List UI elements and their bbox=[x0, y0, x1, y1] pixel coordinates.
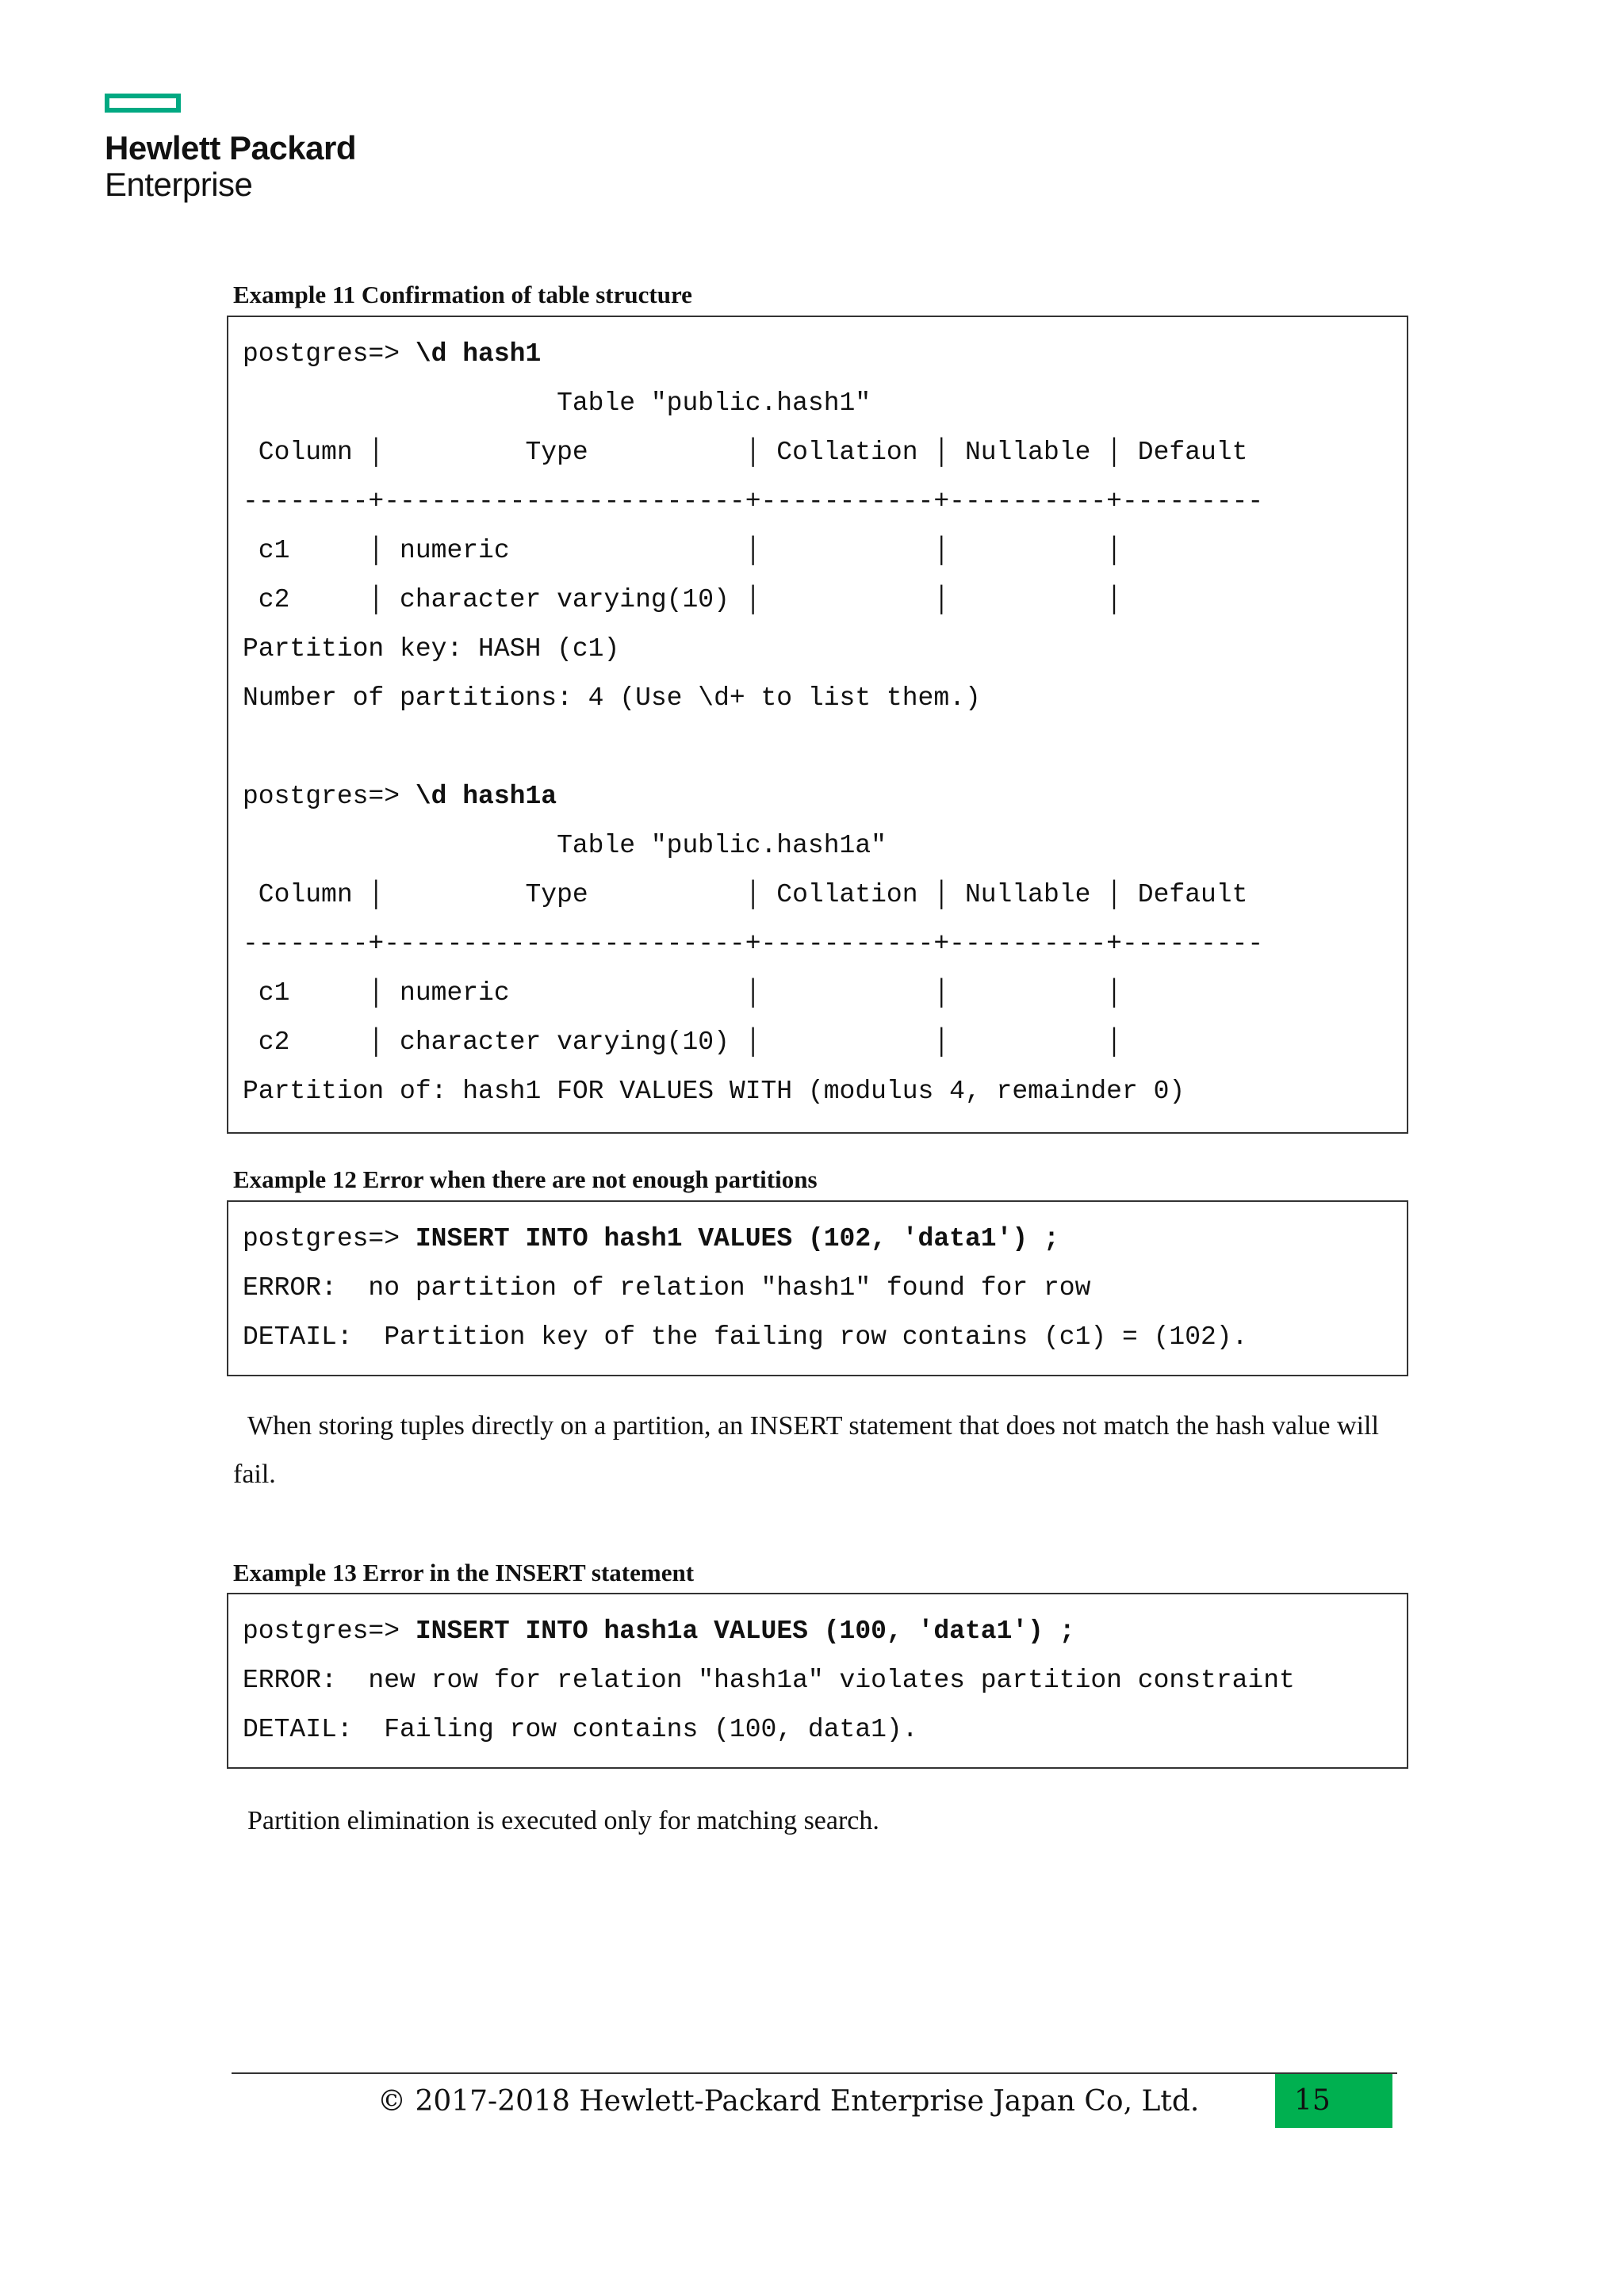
example12-code-block bbox=[227, 1200, 1408, 1376]
example13-code-block bbox=[227, 1593, 1408, 1769]
code-text: ERROR: new row for relation "hash1a" violates partition constraint bbox=[243, 1666, 1295, 1695]
code-text: c2 │ character varying(10) │ │ │ bbox=[243, 1027, 1122, 1057]
example11-code-block bbox=[227, 316, 1408, 1134]
code-text: c2 │ character varying(10) │ │ │ bbox=[243, 585, 1122, 614]
code-text: --------+-----------------------+-----------+----------+--------- bbox=[243, 929, 1264, 959]
code-text: postgres=> bbox=[243, 1617, 416, 1646]
code-line bbox=[228, 576, 1407, 625]
code-line bbox=[228, 1067, 1407, 1116]
footer-rule bbox=[232, 2072, 1397, 2074]
code-text: postgres=> bbox=[243, 339, 416, 369]
code-line bbox=[228, 920, 1407, 969]
example11-caption: Example 11 Confirmation of table structure bbox=[233, 281, 692, 308]
logo-text-line1: Hewlett Packard bbox=[105, 129, 356, 166]
code-text: ERROR: no partition of relation "hash1" found for row bbox=[243, 1273, 1091, 1303]
code-line bbox=[228, 1313, 1407, 1362]
code-text: Column │ Type │ Collation │ Nullable │ Default bbox=[243, 880, 1248, 909]
code-line bbox=[228, 477, 1407, 526]
code-command: INSERT INTO hash1a VALUES (100, 'data1') ; bbox=[415, 1617, 1075, 1646]
code-text: --------+-----------------------+-----------+----------+--------- bbox=[243, 487, 1264, 516]
example13-caption: Example 13 Error in the INSERT statement bbox=[233, 1559, 695, 1586]
code-line bbox=[228, 1705, 1407, 1755]
code-text: DETAIL: Failing row contains (100, data1). bbox=[243, 1715, 918, 1744]
code-text: Number of partitions: 4 (Use \d+ to list them.) bbox=[243, 683, 981, 713]
logo-text-line2: Enterprise bbox=[105, 166, 253, 203]
code-line bbox=[228, 1264, 1407, 1313]
code-command: \d hash1a bbox=[415, 782, 557, 811]
code-text: Partition of: hash1 FOR VALUES WITH (modulus 4, remainder 0) bbox=[243, 1077, 1185, 1106]
page-number: 15 bbox=[1275, 2074, 1392, 2128]
code-line bbox=[228, 526, 1407, 576]
code-text: Column │ Type │ Collation │ Nullable │ Default bbox=[243, 438, 1248, 467]
paragraph-partition-elimination: Partition elimination is executed only for matching search. bbox=[247, 1806, 879, 1835]
code-line bbox=[228, 723, 1407, 772]
code-line bbox=[228, 1656, 1407, 1705]
code-command: \d hash1 bbox=[415, 339, 542, 369]
code-line bbox=[228, 821, 1407, 871]
code-command: INSERT INTO hash1 VALUES (102, 'data1') ; bbox=[415, 1224, 1059, 1253]
paragraph-insert-fail: When storing tuples directly on a partition, an INSERT statement that does not match the hash value will fail. bbox=[233, 1411, 1379, 1489]
hpe-logo-rectangle-icon bbox=[105, 94, 181, 113]
code-text: postgres=> bbox=[243, 782, 416, 811]
hpe-logo bbox=[105, 94, 356, 203]
code-line bbox=[228, 871, 1407, 920]
code-line bbox=[228, 969, 1407, 1018]
code-line bbox=[228, 1215, 1407, 1264]
code-text: DETAIL: Partition key of the failing row contains (c1) = (102). bbox=[243, 1322, 1248, 1352]
code-line bbox=[228, 674, 1407, 723]
code-line bbox=[228, 379, 1407, 428]
example12-caption: Example 12 Error when there are not enough partitions bbox=[233, 1165, 818, 1193]
code-text: c1 │ numeric │ │ │ bbox=[243, 978, 1122, 1008]
code-text: Partition key: HASH (c1) bbox=[243, 634, 620, 664]
code-text: c1 │ numeric │ │ │ bbox=[243, 536, 1122, 565]
code-line bbox=[228, 1607, 1407, 1656]
code-text: postgres=> bbox=[243, 1224, 416, 1253]
code-line bbox=[228, 1018, 1407, 1067]
code-text: Table "public.hash1a" bbox=[243, 831, 887, 860]
code-text: Table "public.hash1" bbox=[243, 388, 871, 418]
code-line bbox=[228, 772, 1407, 821]
code-line bbox=[228, 625, 1407, 674]
footer-copyright: © 2017-2018 Hewlett-Packard Enterprise Japan Co, Ltd. bbox=[377, 2085, 1200, 2118]
code-line bbox=[228, 428, 1407, 477]
code-line bbox=[228, 330, 1407, 379]
